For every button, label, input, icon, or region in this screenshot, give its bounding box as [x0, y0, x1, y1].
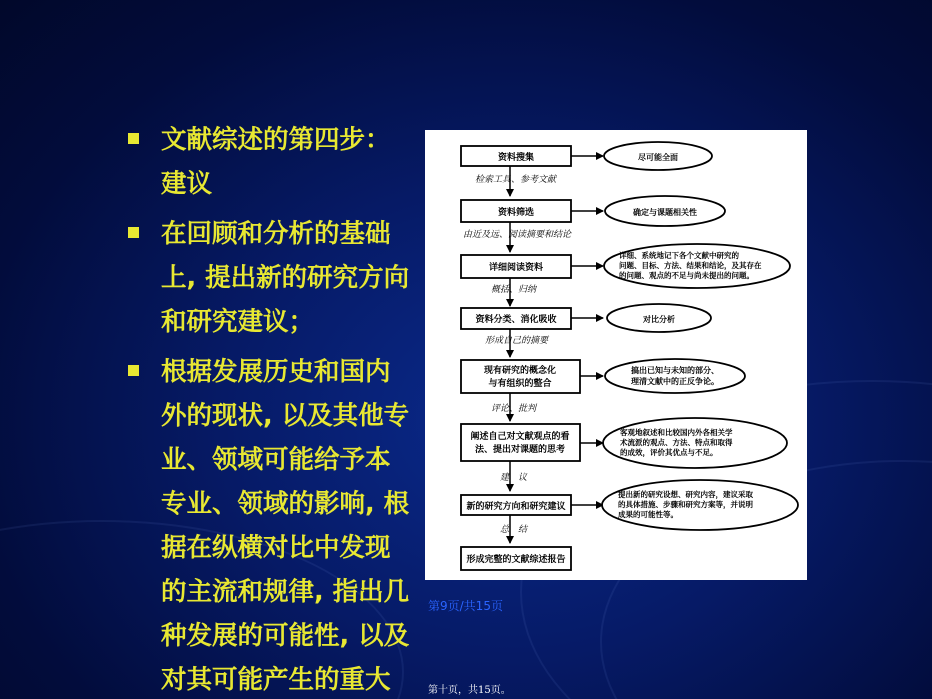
- box-label: 新的研究方向和研究建议: [466, 502, 566, 512]
- box-label: 法、提出对课题的思考: [474, 445, 566, 455]
- bullet-line: 据在纵横对比中发现: [161, 533, 391, 563]
- bullet-line: 和研究建议；: [161, 307, 315, 337]
- bullet-line: 根据发展历史和国内: [161, 357, 391, 387]
- oval-label: 的问题、观点的不足与尚未提出的问题。: [619, 271, 754, 280]
- oval-label: 问题、目标、方法、结果和结论，及其存在: [619, 261, 762, 270]
- bullet-line: 上, 提出新的研究方向: [161, 263, 410, 293]
- oval-label: 对比分析: [643, 315, 675, 324]
- page-indicator: 第9页/共15页: [428, 599, 503, 613]
- connector-label: 检索工具、参考文献: [475, 175, 557, 185]
- bullet-line: 建议: [161, 169, 213, 199]
- bullet-line: 对其可能产生的重大: [161, 665, 391, 695]
- connector-label: 建 议: [500, 473, 528, 483]
- bullet-square-icon: [128, 365, 139, 376]
- bullet-square-icon: [128, 133, 139, 144]
- connector-label: 形成自己的摘要: [485, 336, 549, 346]
- box-label: 形成完整的文献综述报告: [466, 555, 566, 565]
- oval-label: 成果的可能性等。: [618, 510, 678, 519]
- box-label: 资料筛选: [497, 208, 535, 218]
- oval-label: 尽可能全面: [638, 153, 678, 162]
- bullet-item: [128, 118, 418, 206]
- box-label: 现有研究的概念化: [483, 366, 557, 376]
- bullet-line: 文献综述的第四步：: [161, 125, 391, 155]
- connector-label: 概括、归纳: [491, 285, 537, 295]
- connector-label: 总 结: [500, 525, 528, 535]
- oval-label: 的具体措施、步骤和研究方案等，并说明: [618, 500, 753, 509]
- oval-label: 详细、系统地记下各个文献中研究的: [619, 251, 739, 260]
- page-footer: 第十页，共15页。: [428, 685, 511, 696]
- oval-label: 术流派的观点、方法、特点和取得: [620, 438, 733, 447]
- oval-label: 客观地叙述和比较国内外各相关学: [620, 428, 733, 437]
- box-label: 与有组织的整合: [488, 379, 552, 389]
- connector-label: 由近及远、阅读摘要和结论: [463, 230, 572, 240]
- oval-label: 的成效，评价其优点与不足。: [620, 448, 718, 457]
- oval-label: 确定与课题相关性: [633, 208, 697, 217]
- bullet-line: 种发展的可能性, 以及: [161, 621, 410, 651]
- note-ovals: [602, 142, 798, 530]
- connector-label: 评论、批判: [491, 404, 537, 414]
- bullet-line: 专业、领域的影响, 根: [161, 489, 410, 519]
- bullet-item: [128, 212, 418, 344]
- flowchart-image: [425, 130, 807, 580]
- bullet-line: 的主流和规律, 指出几: [161, 577, 410, 607]
- bullet-line: 业、领域可能给予本: [161, 445, 391, 475]
- box-label: 详细阅读资料: [488, 263, 544, 273]
- note-oval: [605, 359, 745, 393]
- bullet-line: 在回顾和分析的基础: [161, 219, 391, 249]
- box-label: 阐述自己对文献观点的看: [470, 432, 570, 442]
- bullet-list: [128, 118, 418, 699]
- box-label: 资料搜集: [497, 153, 535, 163]
- connector-labels: [463, 174, 572, 535]
- bullet-item: [128, 350, 418, 699]
- process-box: [461, 424, 580, 461]
- oval-label: 理清文献中的正反争论。: [631, 377, 719, 386]
- oval-label: 搞出已知与未知的部分、: [631, 366, 719, 375]
- bullet-square-icon: [128, 227, 139, 238]
- oval-label: 提出新的研究设想、研究内容，建议采取: [618, 490, 753, 499]
- box-label: 资料分类、消化吸收: [475, 315, 557, 325]
- bullet-line: 外的现状, 以及其他专: [161, 401, 410, 431]
